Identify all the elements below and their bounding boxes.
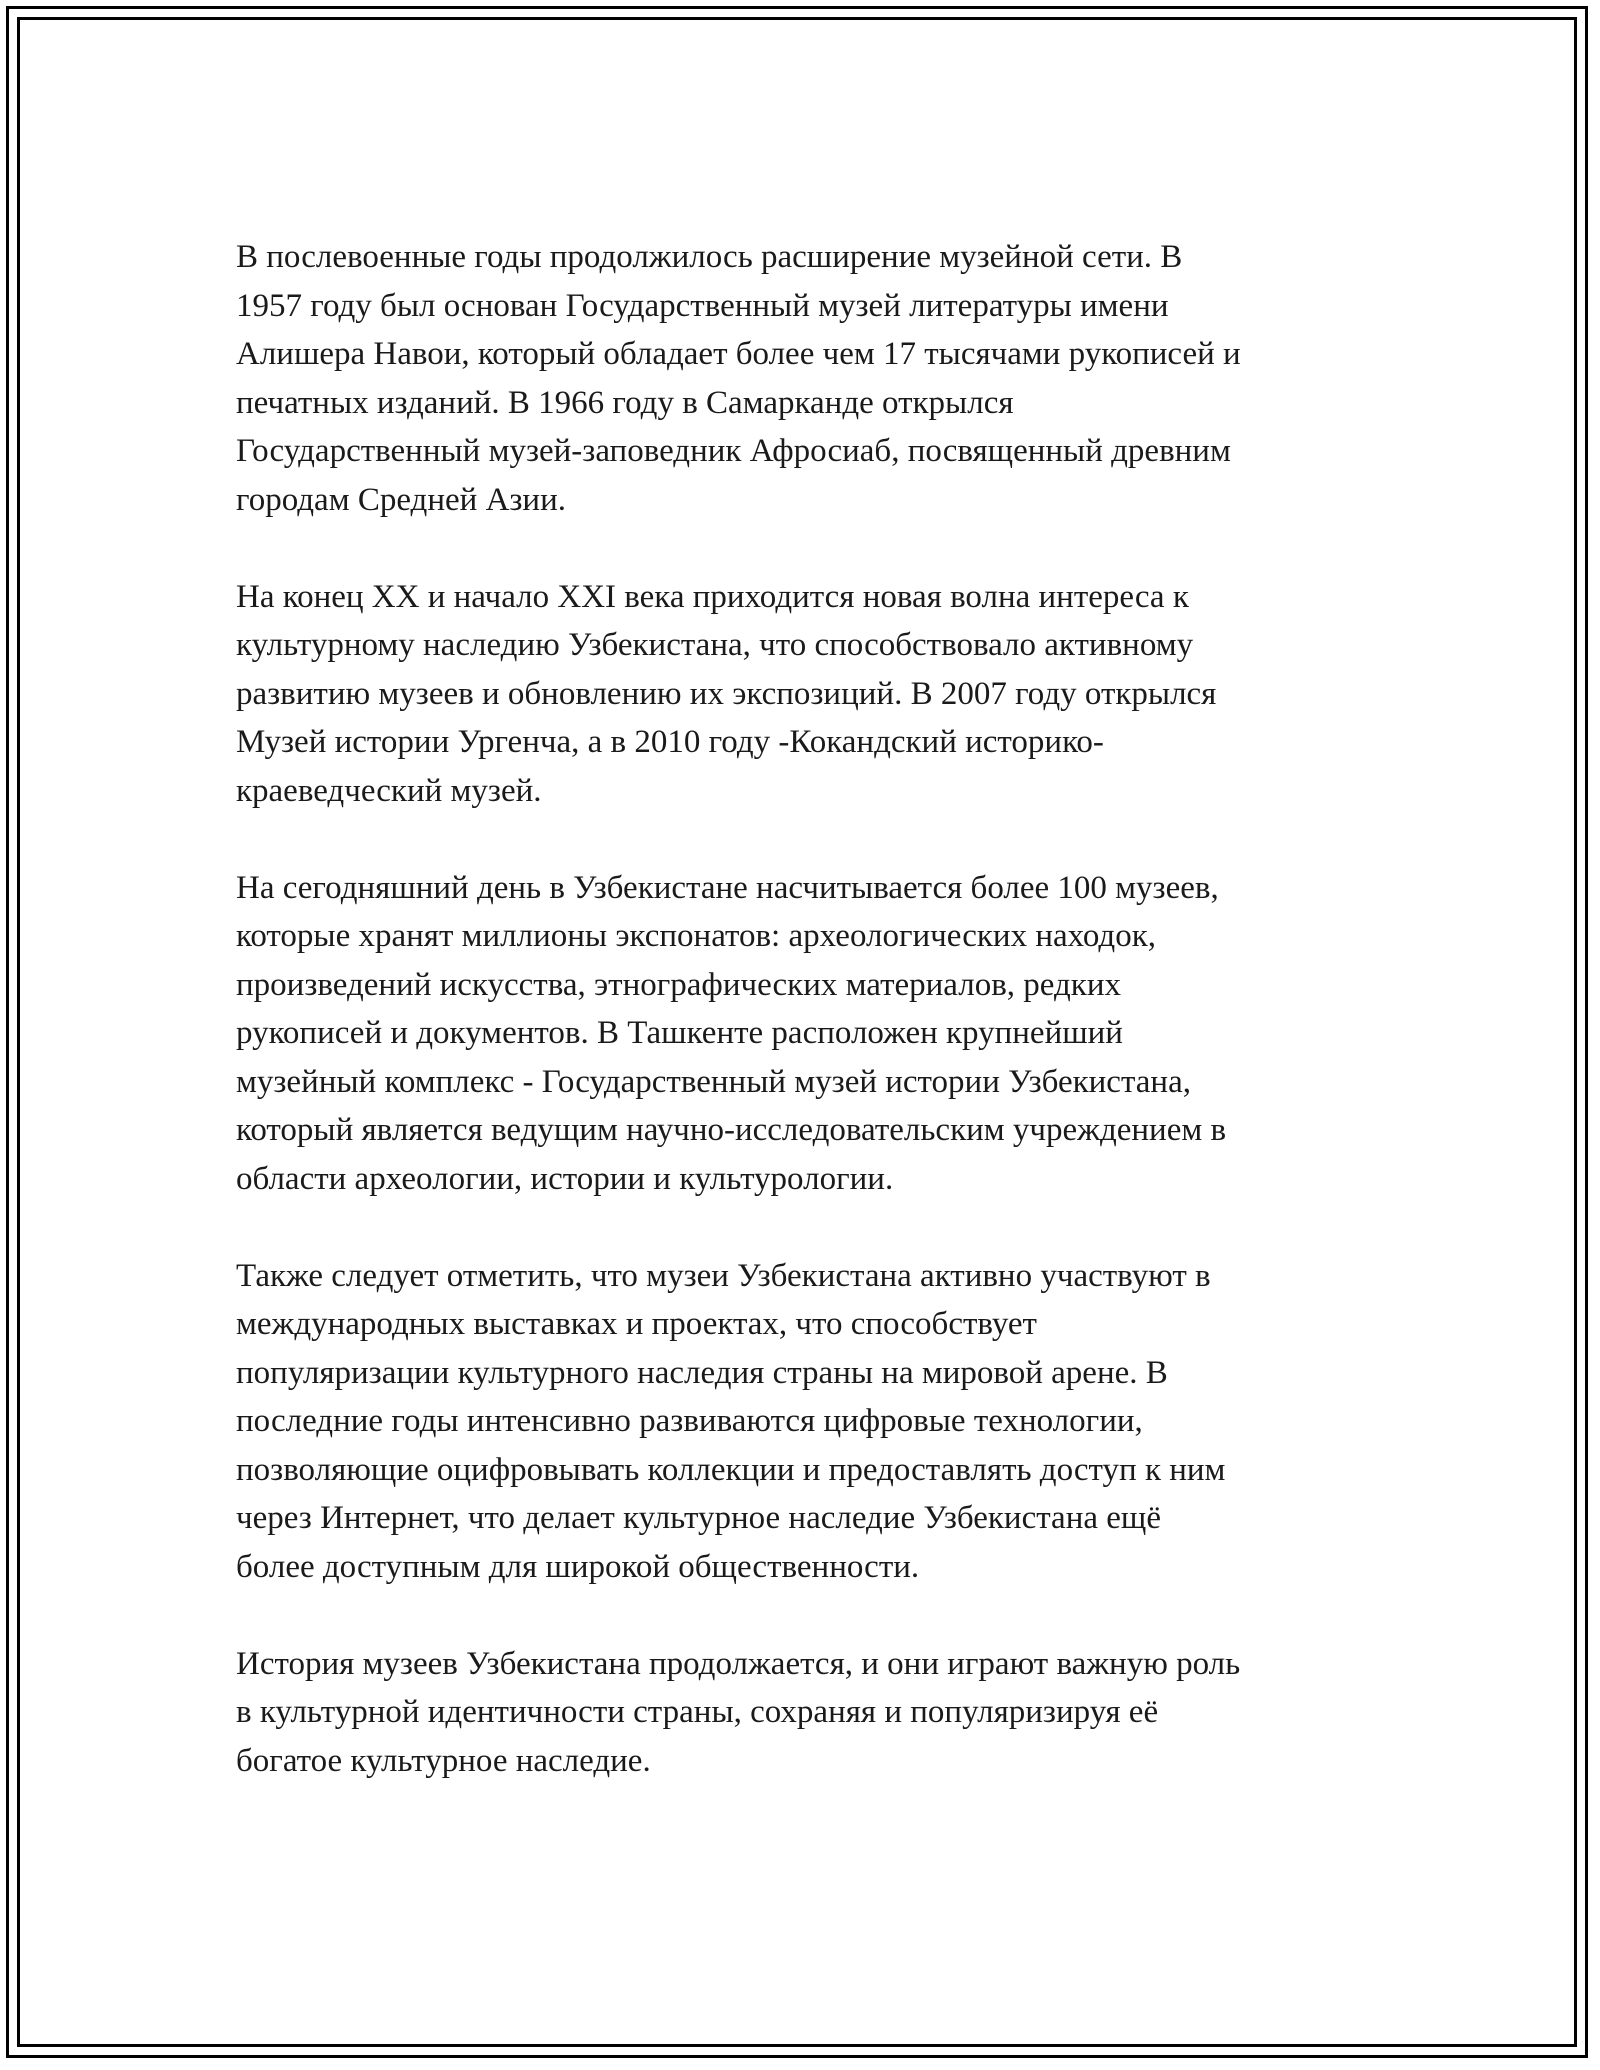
document-body [236,233,1366,1834]
paragraph-conclusion: История музеев Узбекистана продолжается, и они играют важную роль в культурной идентичности страны, сохраняя и популяризируя её богатое культурное наследие. [236,1645,1241,1779]
paragraph-turn-of-century: На конец XX и начало XXI века приходится новая волна интереса к культурному наследию Узбекистана, что способствовало активному развитию музеев и обновлению их экспозиций. В 2007 году открылся Музей истории Ургенча, а в 2010 году -Кокандский историко- краеведческий музей. [236,578,1217,809]
paragraph-international-digital: Также следует отметить, что музеи Узбекистана активно участвуют в международных выставках и проектах, что способствует популяризации культурного наследия страны на мировой арене. В последние годы интенсивно развиваются цифровые технологии, позволяющие оцифровывать коллекции и предоставлять доступ к ним через Интернет, что делает культурное наследие Узбекистана ещё более доступным для широкой общественности. [236,1257,1226,1585]
paragraph-museums-today: На сегодняшний день в Узбекистане насчитывается более 100 музеев, которые хранят миллионы экспонатов: археологических находок, произведений искусства, этнографических материалов, редких рукописей и документов. В Ташкенте расположен крупнейший музейный комплекс - Государственный музей истории Узбекистана, который является ведущим научно-исследовательским учреждением в области археологии, истории и культурологии. [236,869,1227,1197]
paragraph-postwar-museums: В послевоенные годы продолжилось расширение музейной сети. В 1957 году был основан Государственный музей литературы имени Алишера Навои, который обладает более чем 17 тысячами рукописей и печатных изданий. В 1966 году в Самарканде открылся Государственный музей-заповедник Афросиаб, посвященный древним городам Средней Азии. [236,239,1241,518]
